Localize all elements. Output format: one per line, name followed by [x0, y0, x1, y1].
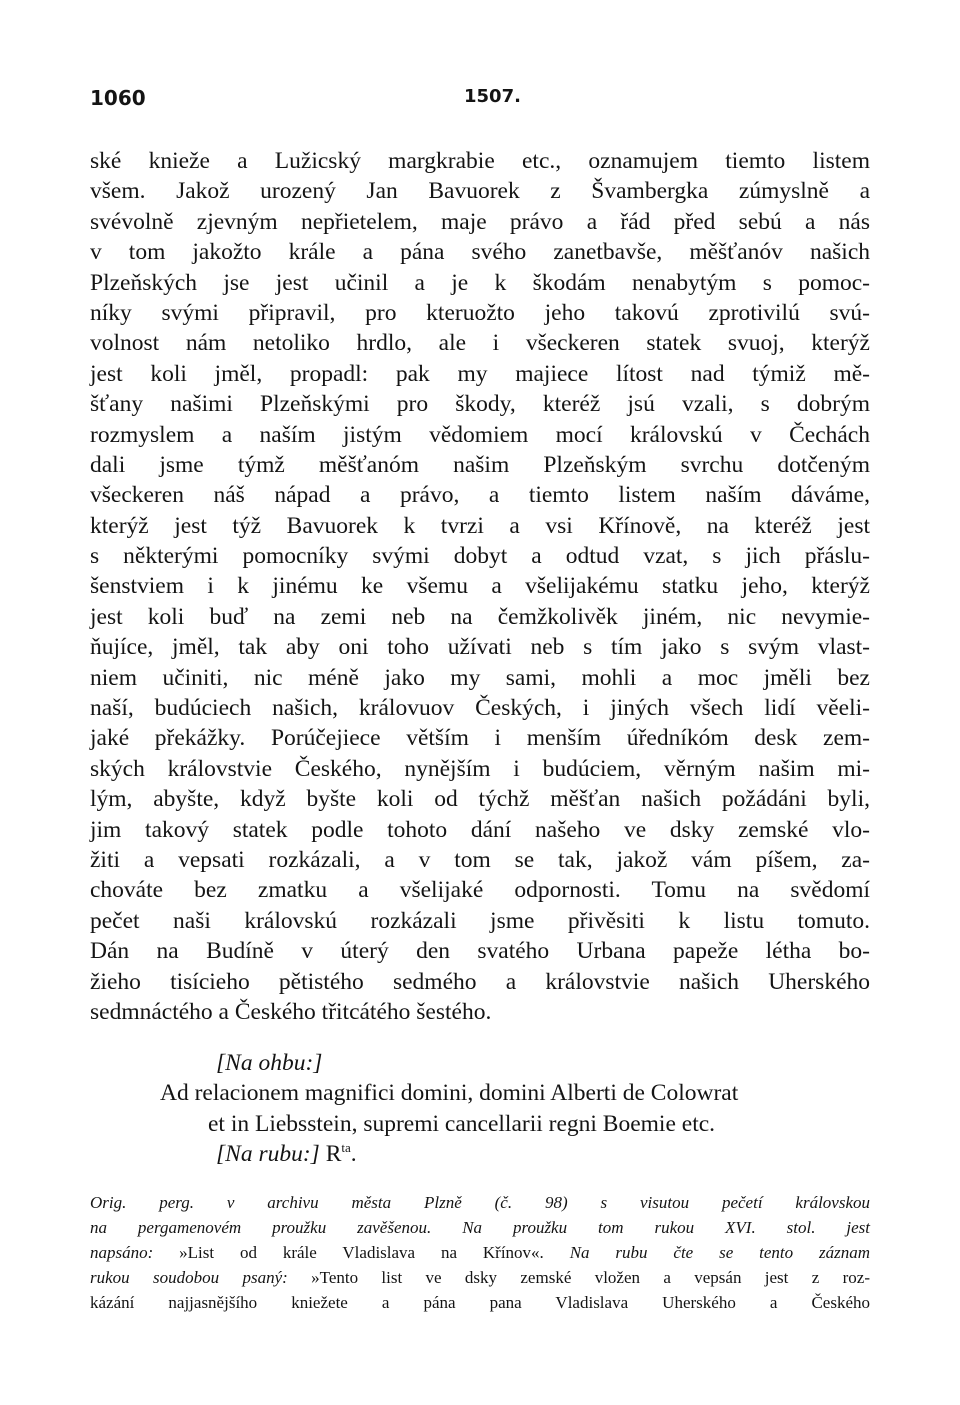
text-line: niem učiniti, nic méně jako my sami, mohli a moc jměli bez: [90, 664, 870, 691]
text-line: žiti a vepsati rozkázali, a v tom se tak, jakož vám píšem, za-: [90, 846, 870, 873]
note-italic-segment: Na rubu čte se tento záznam: [543, 1243, 870, 1262]
editorial-notes: [90, 1190, 870, 1315]
text-line: s některými pomocníky svými dobyt a odtud vzat, s jich přáslu-: [90, 543, 870, 570]
note-line: Orig. perg. v archivu města Plzně (č. 98) s visutou pečetí královskou: [90, 1193, 870, 1212]
text-line: dali jsme týmž měšťanóm našim Plzeňským svrchu dotčeným: [90, 451, 870, 478]
text-line: svévolně zjevným nepřietelem, maje právo a řád před sebú a nás: [90, 208, 870, 235]
text-line: žieho tisícieho pětistého sedmého a královstvie našich Uherského: [90, 968, 870, 995]
note-quote-segment: »List od krále Vladislava na Křínov«.: [153, 1243, 544, 1262]
page-header: [90, 86, 870, 116]
text-line: volnost nám netoliko hrdlo, ale i všeckeren statek svuoj, kterýž: [90, 330, 870, 357]
text-line: chováte bez zmatku a všelijaké odpornosti. Tomu na svědomí: [90, 877, 870, 904]
text-line: jaké překážky. Porúčejiece větším i menším úředníkóm desk zem-: [90, 725, 870, 752]
on-back-row: [90, 1139, 870, 1169]
registrata-superscript: ta: [341, 1140, 351, 1156]
note-italic-segment: rukou soudobou psaný:: [90, 1268, 288, 1287]
text-line: Plzeňských jse jest učinil a je k škodám nenabytým s pomoc-: [90, 269, 870, 296]
text-line: níky svými připravil, pro kteruožto jeho takovú zprotivilú svú-: [90, 299, 870, 326]
text-line: rozmyslem a naším jistým vědomiem mocí královskú v Čechách: [90, 421, 870, 448]
text-line: všeckeren náš nápad a právo, a tiemto listem naším dáváme,: [90, 482, 870, 509]
note-line: kázání najjasnějšího kniežete a pána pana Vladislava Uherského a Českého: [90, 1293, 870, 1312]
running-year: 1507.: [464, 86, 521, 107]
text-line: všem. Jakož urozený Jan Bavuorek z Švambergka zúmyslně a: [90, 178, 870, 205]
text-line: ských královstvie Českého, nynějším i budúciem, věrným našim mi-: [90, 755, 870, 782]
note-line: na pergamenovém proužku zavěšenou. Na proužku tom rukou XVI. stol. jest: [90, 1218, 870, 1237]
on-back-label: [Na rubu:]: [216, 1141, 320, 1168]
text-line: ňujíce, jměl, tak aby oni toho užívati neb s tím jako s svým vlast-: [90, 634, 870, 661]
note-italic-segment: napsáno:: [90, 1243, 154, 1262]
text-line: jim takový statek podle tohoto dání našeho ve dsky zemské vlo-: [90, 816, 870, 843]
page-number: 1060: [90, 86, 146, 110]
note-line: [90, 1240, 870, 1265]
text-line: lým, abyšte, když byšte koli od týchž měšťan našich požádáni byli,: [90, 786, 870, 813]
note-line: [90, 1265, 870, 1290]
registrata-mark: R: [325, 1141, 342, 1168]
text-line: šenstviem i k jinému ke všemu a všelijakému statku jeho, kterýž: [90, 573, 870, 600]
registrata-period: .: [350, 1141, 357, 1168]
text-line: naší, budúciech našich, královuov Českých, i jiných všech lidí věeli-: [90, 695, 870, 722]
relation-line-1: Ad relacionem magnifici domini, domini Alberti de Colowrat: [160, 1080, 739, 1107]
text-line: pečet naši královskú rozkázali jsme přivěsiti k listu tomuto.: [90, 907, 870, 934]
text-line: jest koli jměl, propadl: pak my majiece lítost nad týmiž mě-: [90, 360, 870, 387]
text-line: šťany našimi Plzeňskými pro škody, kteréž jsú vzali, s dobrým: [90, 391, 870, 418]
charter-body-text: [90, 146, 870, 1027]
text-line: jest koli buď na zemi neb na čemžkolivěk jiném, nic nevymie-: [90, 603, 870, 630]
text-line: Dán na Budíně v úterý den svatého Urbana papeže létha bo-: [90, 938, 870, 965]
text-line: kterýž jest týž Bavuorek k tvrzi a vsi Křínově, na kteréž jest: [90, 512, 870, 539]
note-quote-segment: »Tento list ve dsky zemské vložen a vepsán jest z roz-: [287, 1268, 870, 1287]
text-line: v tom jakožto krále a pána svého zanetbavše, měšťanóv našich: [90, 239, 870, 266]
on-fold-label: [Na ohbu:]: [216, 1050, 323, 1076]
endorsement-block: [90, 1048, 870, 1170]
text-line: ské knieže a Lužicský margkrabie etc., oznamujem tiemto listem: [90, 148, 870, 174]
relation-line-2: et in Liebsstein, supremi cancellarii regni Boemie etc.: [208, 1110, 716, 1137]
text-line: sedmnáctého a Českého třitcátého šestého.: [90, 998, 492, 1025]
